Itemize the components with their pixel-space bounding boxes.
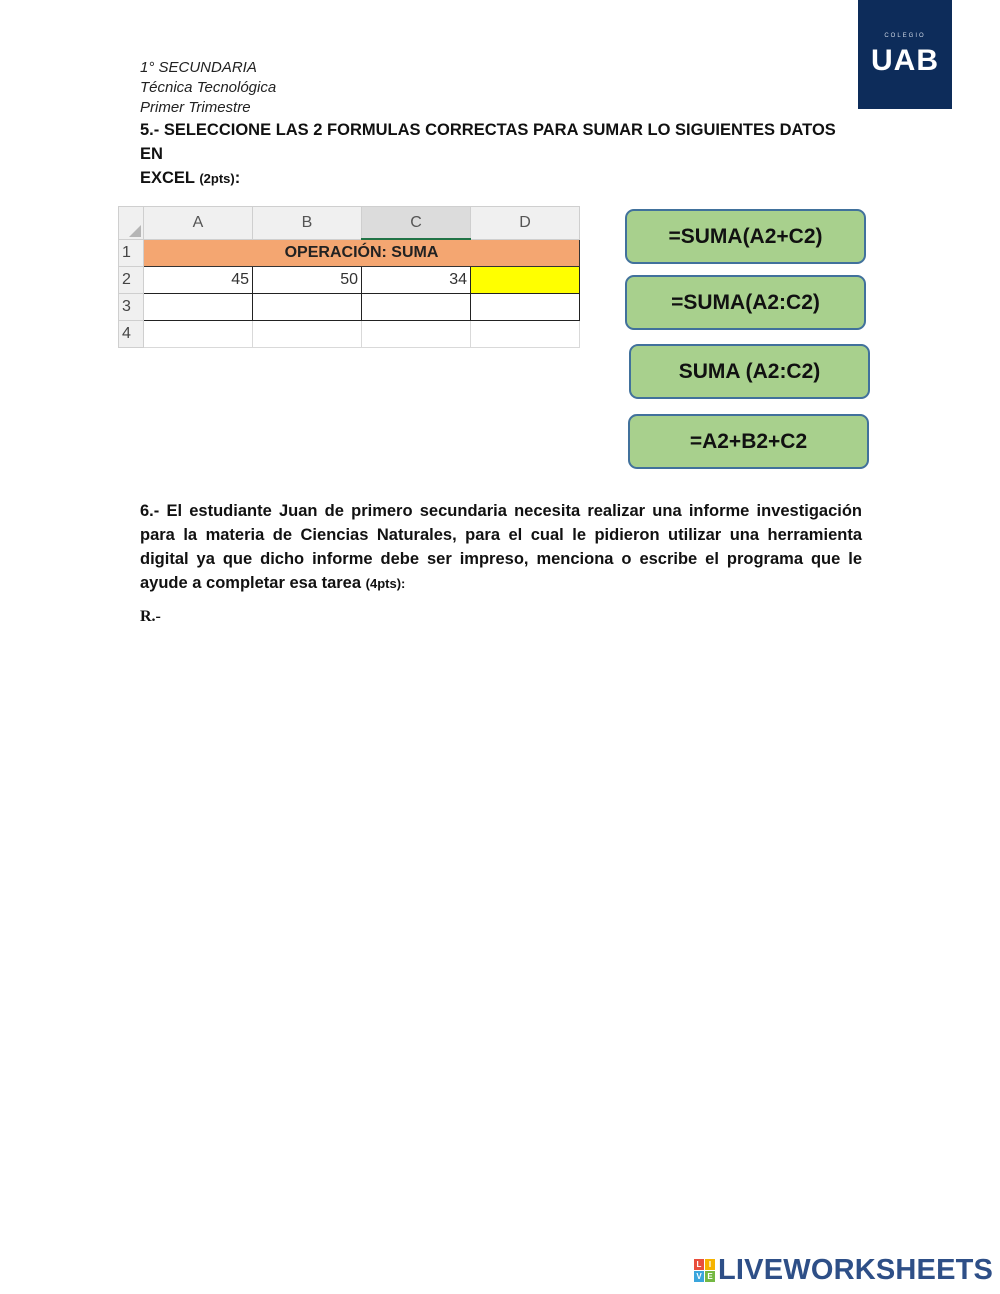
header-subject: Técnica Tecnológica (140, 79, 277, 96)
logo-main-text: UAB (871, 44, 939, 77)
option-suma-a2-plus-c2[interactable]: =SUMA(A2+C2) (625, 209, 866, 264)
brand-letter-e: E (705, 1271, 715, 1282)
cell-c2: 34 (362, 267, 471, 294)
row-header-3: 3 (119, 294, 144, 321)
cell-d2-result (471, 267, 580, 294)
brand-letter-v: V (694, 1271, 704, 1282)
excel-spreadsheet (118, 206, 582, 348)
cell-b4 (253, 321, 362, 348)
header-grade: 1° SECUNDARIA (140, 59, 257, 76)
select-all-corner (119, 207, 144, 240)
cell-c3 (362, 294, 471, 321)
header-term: Primer Trimestre (140, 99, 251, 116)
cell-c4 (362, 321, 471, 348)
column-header-b: B (253, 207, 362, 240)
option-suma-a2-range-c2[interactable]: =SUMA(A2:C2) (625, 275, 866, 330)
row-header-1: 1 (119, 239, 144, 267)
question-5-line2: EXCEL (140, 169, 195, 187)
column-header-a: A (144, 207, 253, 240)
school-logo (858, 0, 952, 109)
sheet-title-cell: OPERACIÓN: SUMA (144, 239, 580, 267)
question-6-points: (4pts): (365, 576, 406, 591)
question-5-line1: 5.- SELECCIONE LAS 2 FORMULAS CORRECTAS PARA SUMAR LO SIGUIENTES DATOS EN (140, 121, 836, 163)
question-6 (140, 499, 862, 596)
column-header-d: D (471, 207, 580, 240)
liveworksheets-logo-icon (694, 1259, 715, 1282)
question-6-text: 6.- El estudiante Juan de primero secundaria necesita realizar una informe investigación para la materia de Ciencias Naturales, para el cual le pidieron utilizar una herramienta digital ya que dicho informe debe ser impreso, menciona o escribe el programa que le ayude a completar esa tarea (140, 502, 862, 592)
column-header-c: C (362, 207, 471, 240)
question-5-points: (2pts) (199, 171, 235, 186)
option-suma-no-equals[interactable]: SUMA (A2:C2) (629, 344, 870, 399)
liveworksheets-wordmark: LIVEWORKSHEETS (718, 1254, 994, 1286)
logo-small-text: COLEGIO (884, 33, 926, 39)
row-header-2: 2 (119, 267, 144, 294)
row-header-4: 4 (119, 321, 144, 348)
question-5 (140, 118, 862, 191)
cell-b3 (253, 294, 362, 321)
brand-letter-l: L (694, 1259, 704, 1270)
question-5-colon: : (234, 169, 241, 187)
liveworksheets-brand (694, 1254, 993, 1287)
cell-a4 (144, 321, 253, 348)
cell-b2: 50 (253, 267, 362, 294)
option-a2-b2-c2[interactable]: =A2+B2+C2 (628, 414, 869, 469)
response-label: R.- (140, 608, 161, 625)
cell-a3 (144, 294, 253, 321)
cell-d4 (471, 321, 580, 348)
brand-letter-i: I (705, 1259, 715, 1270)
cell-d3 (471, 294, 580, 321)
cell-a2: 45 (144, 267, 253, 294)
